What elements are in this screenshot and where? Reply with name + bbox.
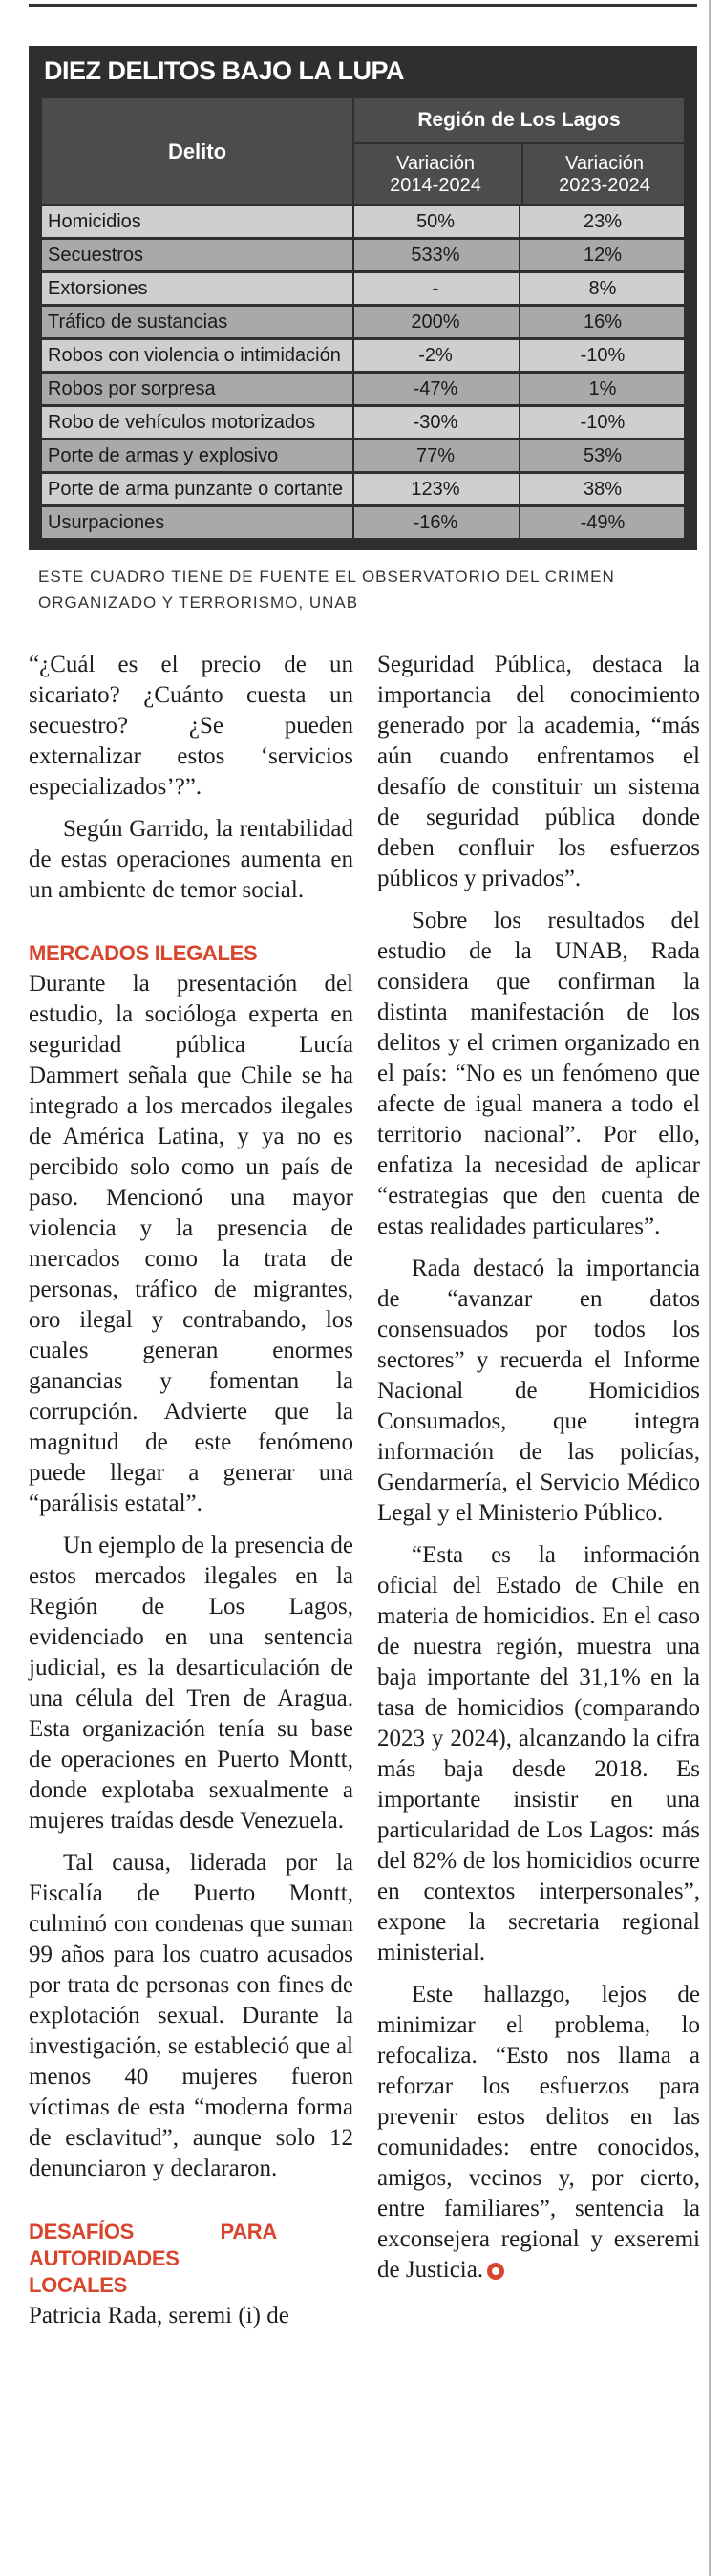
table-row [42,273,684,304]
cell-delito: Homicidios [48,211,141,232]
cell-variation-2023-2024: -49% [580,512,626,533]
article-paragraph: Seguridad Pública, destaca la importancia del conocimiento generado por la academia, “más aún cuando enfrentamos el desafío de constituir un sistema de seguridad pública donde deben confluir los esfuerzos públicos y privados”. [377,652,700,891]
cell-variation-2014-2024: 200% [411,311,460,333]
header-var1-years: 2014-2024 [390,174,481,196]
cell-divider [519,240,520,270]
table-row [42,206,684,237]
table-row [42,240,684,270]
header-var1-label: Variación [396,152,475,174]
article-paragraph: Sobre los resultados del estudio de la UNAB, Rada considera que confirman la distinta manifestación de los delitos y el crimen organizado en el país: “No es un fenómeno que afecte de igual manera a todo el territorio nacional”. Por ello, enfatiza la necesidad de aplicar “estrategias que den cuenta de estas realidades particulares”. [377,908,700,1239]
cell-variation-2023-2024: 38% [583,479,623,500]
cell-delito: Extorsiones [48,278,148,299]
cell-delito: Porte de armas y explosivo [48,445,279,466]
cell-delito: Usurpaciones [48,512,165,533]
cell-variation-2014-2024: 123% [411,479,460,500]
article-paragraph: “Esta es la información oficial del Estado de Chile en materia de homicidios. En el caso de nuestra región, muestra una baja importante del 31,1% en la tasa de homicidios (comparando 2023 y 2024), alcanzando la cifra más baja desde 2018. Es importante insistir en una particularidad de Los Lagos: más del 82% de los homicidios ocurre en contextos interpersonales”, expone la secretaria regional ministerial. [377,1542,700,1965]
cell-variation-2023-2024: 53% [583,445,623,466]
header-var2-years: 2023-2024 [559,174,650,196]
cell-divider [519,206,520,237]
cell-delito: Porte de arma punzante o cortante [48,479,344,500]
cell-divider [519,340,520,371]
cell-divider [519,407,520,438]
header-var2-label: Variación [565,152,644,174]
end-of-article-icon [487,2263,504,2280]
cell-divider [519,507,520,538]
article-paragraph: Un ejemplo de la presencia de estos mercados ilegales en la Región de Los Lagos, evidenciado en una sentencia judicial, es la desarticulación de una célula del Tren de Aragua. Esta organización tenía su base de operaciones en Puerto Montt, donde explotaba sexualmente a mujeres traídas desde Venezuela. [29,1533,353,1834]
table-row [42,407,684,438]
cell-delito: Robos con violencia o intimidación [48,345,341,366]
article-paragraph: Patricia Rada, seremi (i) de [29,2303,289,2329]
subhead-mercados-ilegales: MERCADOS ILEGALES [29,941,258,965]
cell-delito: Robos por sorpresa [48,378,216,399]
article-paragraph: Según Garrido, la rentabilidad de estas operaciones aumenta en un ambiente de temor social. [29,816,353,903]
cell-variation-2014-2024: 77% [415,445,456,466]
table-row [42,374,684,404]
cell-divider [519,374,520,404]
crime-table-box [29,46,697,550]
cell-variation-2023-2024: 12% [583,245,623,266]
table-title: DIEZ DELITOS BAJO LA LUPA [44,56,405,85]
table-body [42,206,684,541]
cell-variation-2023-2024: 1% [588,378,617,399]
cell-variation-2014-2024: 50% [415,211,456,232]
cell-delito: Secuestros [48,245,144,266]
article-closing-text: Este hallazgo, lejos de minimizar el problema, lo refocaliza. “Esto nos llama a reforzar los esfuerzos para prevenir estos delitos en las comunidades: entre conocidos, amigos, vecinos y, por cierto, entre familiares”, sentencia la exconsejera regional y exseremi de Justicia. [377,1982,700,2283]
table-header [42,98,684,204]
cell-divider [519,440,520,471]
cell-variation-2023-2024: 23% [583,211,623,232]
article-left-column [29,650,353,2331]
table-row [42,474,684,504]
article-right-column [377,650,700,2286]
cell-variation-2014-2024: -47% [413,378,458,399]
cell-variation-2014-2024: - [432,278,439,299]
column-rule [709,0,711,2576]
article-paragraph: Durante la presentación del estudio, la socióloga experta en seguridad pública Lucía Dammert señala que Chile se ha integrado a los mercados ilegales de América Latina, y ya no es percibido solo como un país de paso. Mencionó una mayor violencia y la presencia de mercados como la trata de personas, tráfico de migrantes, oro ilegal y contrabando, los cuales generan enormes ganancias y fomentan la corrupción. Advierte que la magnitud de este fenómeno puede llegar a generar una “parálisis estatal”. [29,971,353,1516]
header-region: Región de Los Lagos [354,98,684,144]
header-variation-2023-2024 [521,144,686,204]
subhead-desafios: DESAFÍOS PARA AUTORIDADES LOCALES [29,2220,277,2297]
cell-delito: Tráfico de sustancias [48,311,228,333]
cell-variation-2023-2024: -10% [580,345,626,366]
cell-variation-2023-2024: -10% [580,412,626,433]
header-delito: Delito [167,139,227,163]
cell-variation-2023-2024: 16% [583,311,623,333]
cell-variation-2014-2024: 533% [411,245,460,266]
article-paragraph: Tal causa, liderada por la Fiscalía de Puerto Montt, culminó con condenas que suman 99 años para los cuatro acusados por trata de personas con fines de explotación sexual. Durante la investigación, se estableció que al menos 40 mujeres fueron víctimas de esta “moderna forma de esclavitud”, aunque solo 12 denunciaron y declararon. [29,1850,353,2181]
top-rule [29,4,697,7]
article-paragraph: Rada destacó la importancia de “avanzar en datos consensuados por todos los sectores” y recuerda el Informe Nacional de Homicidios Consumados, que integra información de las policías, Gendarmería, el Servicio Médico Legal y el Ministerio Público. [377,1256,700,1526]
table-source-note: ESTE CUADRO TIENE DE FUENTE EL OBSERVATORIO DEL CRIMEN ORGANIZADO Y TERRORISMO, UNAB [38,568,615,612]
table-row [42,307,684,337]
cell-divider [519,307,520,337]
cell-divider [519,273,520,304]
cell-variation-2014-2024: -2% [418,345,453,366]
cell-delito: Robo de vehículos motorizados [48,412,316,433]
table-row [42,507,684,538]
article-paragraph [377,1980,700,2286]
article-paragraph: “¿Cuál es el precio de un sicariato? ¿Cuánto cuesta un secuestro? ¿Se pueden externalizar estos ‘servicios especializados’?”. [29,652,353,800]
cell-variation-2014-2024: -16% [413,512,458,533]
table-row [42,340,684,371]
cell-divider [519,474,520,504]
header-variation-2014-2024 [354,144,517,204]
cell-variation-2023-2024: 8% [588,278,617,299]
table-row [42,440,684,471]
cell-variation-2014-2024: -30% [413,412,458,433]
